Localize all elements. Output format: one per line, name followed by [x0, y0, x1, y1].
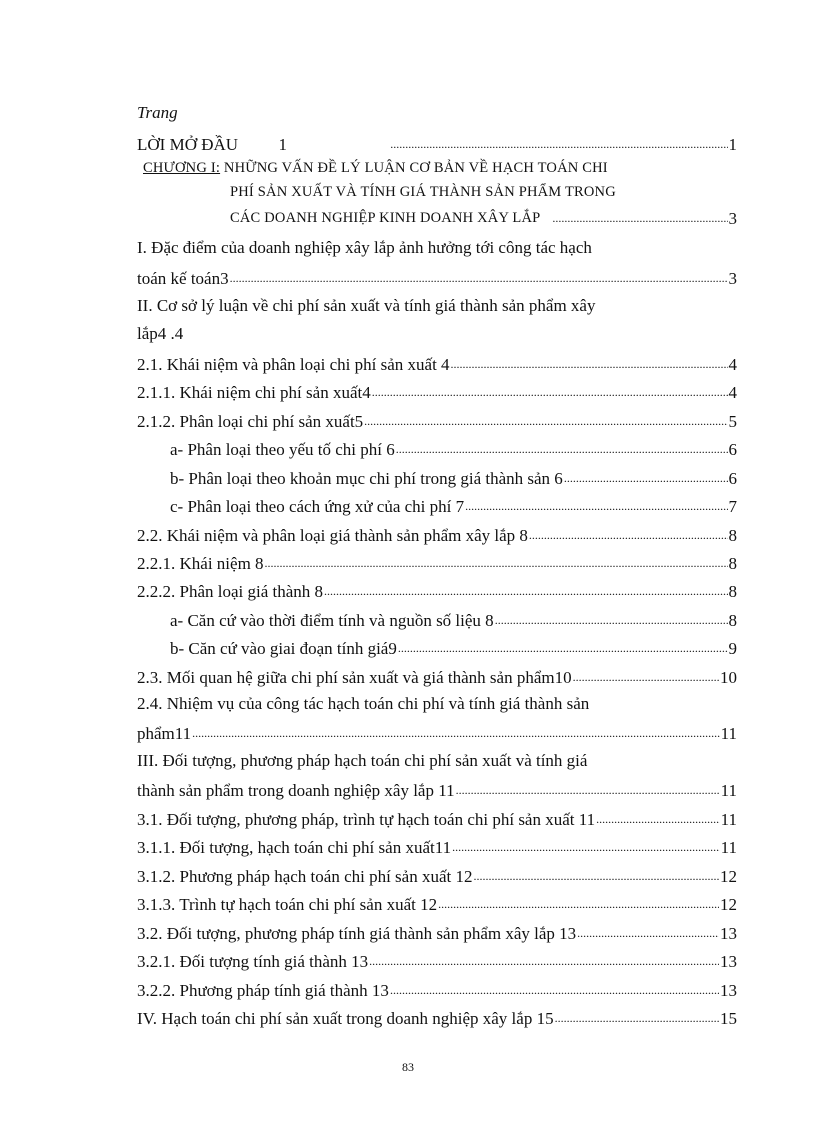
toc-page-number: 11	[720, 781, 737, 800]
dot-leader	[452, 834, 720, 859]
dot-leader	[364, 408, 727, 433]
toc-entry	[137, 977, 737, 1002]
dot-leader	[398, 635, 728, 660]
toc-entry-text: 2.2. Khái niệm và phân loại giá thành sản phẩm xây lắp 8	[137, 526, 528, 545]
intro-title: LỜI MỞ ĐẦU	[137, 135, 239, 154]
toc-page-number: 1	[728, 135, 737, 154]
dot-leader	[529, 522, 728, 547]
toc-page-number: 10	[720, 668, 737, 687]
dot-leader	[396, 436, 728, 461]
dot-leader	[230, 265, 728, 290]
toc-entry	[137, 265, 737, 290]
toc-page-number: 6	[728, 469, 737, 488]
toc-page-number: 8	[728, 554, 737, 573]
dot-leader	[451, 351, 728, 376]
dot-leader	[372, 379, 728, 404]
toc-entry	[137, 777, 737, 802]
toc-entry-line: I. Đặc điểm của doanh nghiệp xây lắp ảnh hưởng tới công tác hạch	[137, 238, 592, 257]
toc-entry-text: lắp4 .4	[137, 324, 184, 343]
toc-page-number: 11	[720, 838, 737, 857]
chapter-heading-line3	[230, 207, 737, 230]
toc-entry-text: 3.2.1. Đối tượng tính giá thành 13	[137, 952, 369, 971]
toc-entry-text: 2.1.2. Phân loại chi phí sản xuất5	[137, 412, 364, 431]
toc-entry-text: 2.2.1. Khái niệm 8	[137, 554, 264, 573]
toc-entry	[137, 834, 737, 859]
dot-leader	[555, 1005, 719, 1030]
toc-entry-line: III. Đối tượng, phương pháp hạch toán chi phí sản xuất và tính giá	[137, 751, 588, 770]
toc-page-number: 9	[728, 639, 737, 658]
chapter-title-line3: CÁC DOANH NGHIỆP KINH DOANH XÂY LẮP	[230, 210, 541, 226]
intro-num: 1	[278, 135, 288, 154]
toc-entry-text: 3.1.1. Đối tượng, hạch toán chi phí sản xuất11	[137, 838, 452, 857]
toc-entry-text: 3.2. Đối tượng, phương pháp tính giá thành sản phẩm xây lắp 13	[137, 924, 577, 943]
toc-entry-text: IV. Hạch toán chi phí sản xuất trong doanh nghiệp xây lắp 15	[137, 1009, 554, 1028]
toc-page-number: 4	[728, 383, 737, 402]
dot-leader	[465, 493, 727, 518]
toc-entry-text: 2.1.1. Khái niệm chi phí sản xuất4	[137, 383, 371, 402]
toc-entry	[137, 863, 737, 888]
toc-entry-text: b- Căn cứ vào giai đoạn tính giá9	[170, 639, 397, 658]
toc-entry-text: phẩm11	[137, 724, 192, 743]
dot-leader	[573, 664, 719, 689]
toc-entry	[137, 920, 737, 945]
toc-page-number: 3	[728, 269, 737, 288]
dot-leader	[552, 207, 727, 230]
dot-leader	[390, 131, 727, 156]
toc-page-number: 11	[720, 810, 737, 829]
dot-leader	[369, 948, 719, 973]
page-heading: Trang	[137, 103, 178, 122]
dot-leader	[564, 465, 728, 490]
toc-entry	[137, 578, 737, 603]
toc-entry-intro	[137, 131, 737, 156]
toc-page-number: 12	[720, 895, 737, 914]
toc-entry-text: 3.2.2. Phương pháp tính giá thành 13	[137, 981, 389, 1000]
dot-leader	[192, 720, 719, 745]
chapter-title-line2: PHÍ SẢN XUẤT VÀ TÍNH GIÁ THÀNH SẢN PHẨM TRONG	[230, 184, 616, 200]
toc-entry-line: 2.4. Nhiệm vụ của công tác hạch toán chi phí và tính giá thành sản	[137, 694, 590, 713]
toc-entry-text: 3.1.2. Phương pháp hạch toán chi phí sản xuất 12	[137, 867, 473, 886]
toc-entry-line: II. Cơ sở lý luận về chi phí sản xuất và tính giá thành sản phẩm xây	[137, 296, 596, 315]
toc-page-number: 13	[720, 952, 737, 971]
toc-entry-text: a- Phân loại theo yếu tố chi phí 6	[170, 440, 395, 459]
toc-entry-text: 2.3. Mối quan hệ giữa chi phí sản xuất và giá thành sản phẩm10	[137, 668, 572, 687]
dot-leader	[265, 550, 728, 575]
dot-leader	[495, 607, 728, 632]
toc-entry-text: 2.2.2. Phân loại giá thành 8	[137, 582, 324, 601]
toc-entry-text: 3.1.3. Trình tự hạch toán chi phí sản xuất 12	[137, 895, 438, 914]
toc-entry	[137, 891, 737, 916]
toc-entry	[170, 465, 737, 490]
toc-entry	[137, 806, 737, 831]
toc-page-number: 7	[728, 497, 737, 516]
toc-entry-text: 2.1. Khái niệm và phân loại chi phí sản xuất 4	[137, 355, 450, 374]
toc-entry	[137, 948, 737, 973]
dot-leader	[438, 891, 719, 916]
toc-page-number: 4	[728, 355, 737, 374]
page-footer-number: 83	[402, 1060, 414, 1074]
toc-page-number: 8	[728, 526, 737, 545]
toc-page-number: 8	[728, 611, 737, 630]
toc-entry-text	[137, 133, 389, 156]
dot-leader	[456, 777, 720, 802]
toc-entry	[170, 635, 737, 660]
toc-page-number: 11	[720, 724, 737, 743]
toc-entry-text: b- Phân loại theo khoản mục chi phí trong giá thành sản 6	[170, 469, 563, 488]
toc-page-number: 8	[728, 582, 737, 601]
toc-entry	[137, 522, 737, 547]
toc-entry	[137, 720, 737, 745]
toc-page-number: 3	[728, 209, 737, 228]
dot-leader	[473, 863, 719, 888]
toc-entry	[137, 550, 737, 575]
chapter-heading-line1	[143, 157, 608, 180]
toc-entry	[137, 351, 737, 376]
toc-entry-text: thành sản phẩm trong doanh nghiệp xây lắp 11	[137, 781, 455, 800]
toc-entry	[137, 1005, 737, 1030]
toc-entry	[137, 408, 737, 433]
toc-entry	[170, 607, 737, 632]
toc-page-number: 5	[728, 412, 737, 431]
toc-entry-text: 3.1. Đối tượng, phương pháp, trình tự hạch toán chi phí sản xuất 11	[137, 810, 596, 829]
dot-leader	[577, 920, 719, 945]
dot-leader	[324, 578, 727, 603]
toc-entry	[137, 664, 737, 689]
toc-page-number: 12	[720, 867, 737, 886]
toc-entry-text: a- Căn cứ vào thời điểm tính và nguồn số liệu 8	[170, 611, 494, 630]
toc-page-number: 13	[720, 924, 737, 943]
toc-entry-text: toán kế toán3	[137, 269, 229, 288]
chapter-title-line1: NHỮNG VẤN ĐỀ LÝ LUẬN CƠ BẢN VỀ HẠCH TOÁN CHI	[223, 160, 608, 176]
toc-entry	[137, 379, 737, 404]
chapter-label: CHƯƠNG I:	[143, 160, 221, 176]
toc-page-number: 6	[728, 440, 737, 459]
chapter-heading-line2	[230, 181, 616, 204]
toc-entry	[170, 436, 737, 461]
dot-leader	[390, 977, 719, 1002]
toc-page-number: 13	[720, 981, 737, 1000]
toc-page-number: 15	[720, 1009, 737, 1028]
toc-entry	[170, 493, 737, 518]
dot-leader	[596, 806, 720, 831]
toc-entry-text: c- Phân loại theo cách ứng xử của chi phí 7	[170, 497, 465, 516]
